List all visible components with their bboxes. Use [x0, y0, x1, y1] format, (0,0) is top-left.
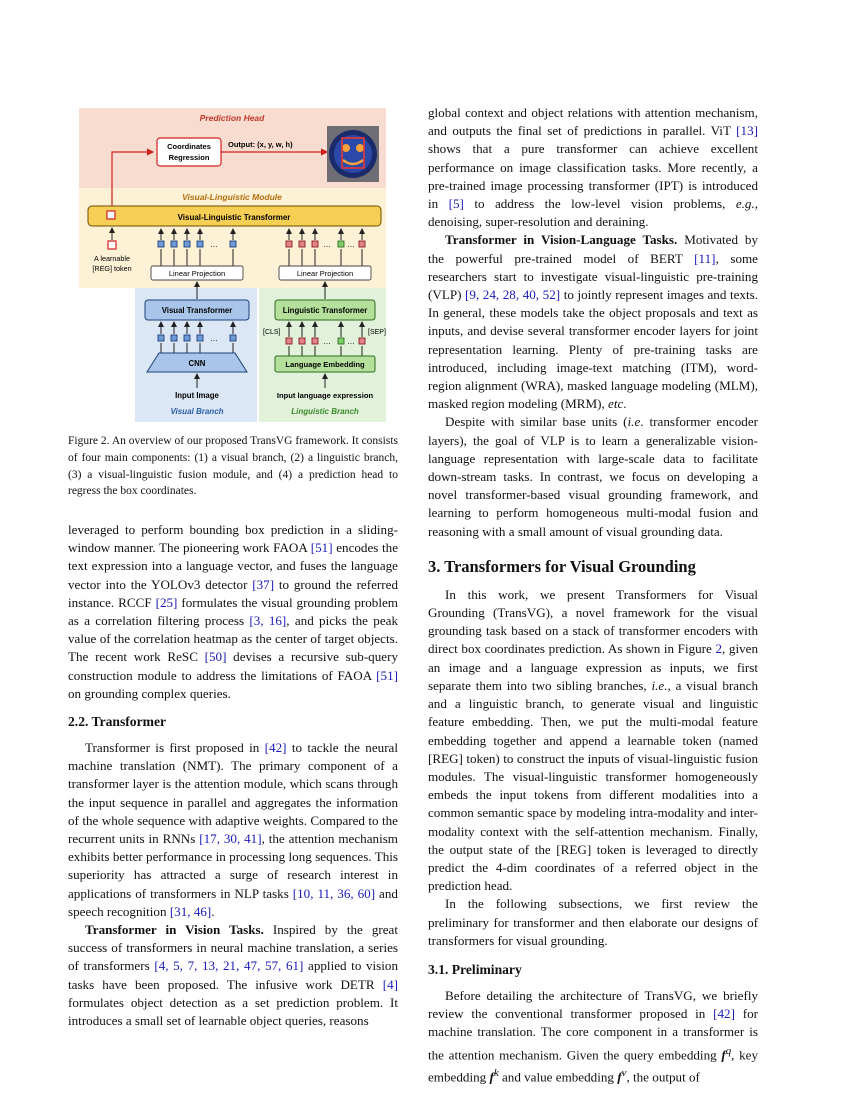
cite-11[interactable]: [11] [694, 250, 716, 266]
cite-51b[interactable]: [51] [376, 667, 398, 683]
svg-text:…: … [210, 334, 218, 343]
figure-caption: Figure 2. An overview of our proposed TransVG framework. It consists of four main components: (1) a visual branch, (2) a linguistic branch, (3) a visual-linguistic fusion module, and (4) a prediction head to regress the box coordinates. [68, 435, 398, 498]
left-paragraph-2: Transformer is first proposed in [42] to tackle the neural machine translation (NMT). The primary component of a transformer layer is the attention module, which scans through the input sequence in parallel and aggregates the information of the whole sequence with adaptive weights. Compared to the recurrent units in RNNs [17, 30, 41], the attention mechanism exhibits better performance in processing long sequences. This superiority has attracted a surge of research interest in applications of transformers in NLP tasks [10, 11, 36, 60] and speech recognition [31, 46]. [68, 740, 398, 919]
reg-token-top [107, 211, 115, 219]
cite-3-16[interactable]: [3, 16] [249, 613, 287, 629]
right-column [428, 104, 758, 1087]
cls-label: [CLS] [263, 329, 281, 336]
cite-17-30-41[interactable]: [17, 30, 41] [199, 831, 262, 847]
svg-text:Visual Transformer: Visual Transformer [161, 306, 233, 315]
input-language-label: Input language expression [276, 391, 374, 400]
heading-3: 3. Transformers for Visual Grounding [428, 556, 696, 576]
cite-31-46[interactable]: [31, 46] [169, 903, 212, 919]
cite-25[interactable]: [25] [155, 594, 178, 610]
reg-line2: [REG] token [92, 264, 132, 273]
visual-branch-label: Visual Branch [170, 407, 224, 416]
linguistic-branch-label: Linguistic Branch [291, 407, 359, 416]
coord-line2: Regression [168, 153, 210, 162]
cite-51[interactable]: [51] [310, 540, 333, 556]
vl-transformer-label: Visual-Linguistic Transformer [177, 213, 291, 222]
left-paragraph-3: Transformer in Vision Tasks. Inspired by the great success of transformers in neural machine translation, a series of transformers [4, 5, 7, 13, 21, 47, 57, 61] applied to vision tasks have been proposed. The infusive work DETR [4] formulates object detection as a set prediction problem. It introduces a small set of learnable object queries, reasons [68, 922, 398, 1029]
coord-line1: Coordinates [167, 142, 211, 151]
prediction-head-label: Prediction Head [199, 113, 265, 123]
vl-module-label: Visual-Linguistic Module [182, 192, 282, 202]
svg-text:Linear Projection: Linear Projection [168, 269, 226, 278]
svg-text:…: … [323, 240, 331, 249]
right-paragraph-5: In the following subsections, we first review the preliminary for transformer and then elaborate our designs of transformers for visual grounding. [428, 896, 758, 948]
right-paragraph-6: Before detailing the architecture of TransVG, we briefly review the conventional transformer proposed in [42] for machine translation. The core component in a transformer is the attention mechanism. Given the query embedding $f^q$, key embedding $f^k$ and value embedding $f^v$, the output of [428, 987, 759, 1085]
svg-text:Linear Projection: Linear Projection [296, 269, 354, 278]
input-image-label: Input Image [175, 391, 219, 400]
svg-text:Linguistic Transformer: Linguistic Transformer [282, 306, 368, 315]
right-paragraph-1: global context and object relations with attention mechanism, and outputs the final set of predictions in parallel. ViT [13] shows that a pure transformer can achieve excellent performance on image classification tasks. More recently, a pre-trained image processing transformer (IPT) is introduced in [5] to address the low-level vision problems, e.g., denoising, super-resolution and deraining. [428, 105, 759, 230]
cite-vlp[interactable]: [9, 24, 28, 40, 52] [465, 287, 561, 303]
reg-token [108, 241, 116, 249]
heading-2-2: 2.2. Transformer [68, 714, 167, 730]
cite-42[interactable]: [42] [264, 740, 287, 756]
sep-label: [SEP] [368, 329, 386, 336]
svg-text:CNN: CNN [188, 359, 206, 368]
svg-text:…: … [347, 240, 355, 249]
svg-text:…: … [210, 240, 218, 249]
cite-50[interactable]: [50] [204, 649, 227, 665]
cite-42b[interactable]: [42] [713, 1006, 735, 1022]
svg-text:…: … [323, 337, 331, 346]
figure-2-link[interactable]: 2 [715, 641, 723, 657]
cite-4[interactable]: [4] [382, 976, 398, 992]
output-image [327, 126, 379, 182]
svg-text:Language Embedding: Language Embedding [285, 360, 365, 369]
cite-vision-transformers[interactable]: [4, 5, 7, 13, 21, 47, 57, 61] [154, 958, 304, 974]
right-paragraph-4: In this work, we present Transformers for Visual Grounding (TransVG), a novel framework for the visual grounding task based on a stack of transformer encoders with direct box coordinates prediction. As shown in Figure 2, given an image and a language expression as inputs, we first separate them into two sibling branches, i.e., a visual branch and a linguistic branch, to generate visual and linguistic feature embedding. Then, we put the multi-modal feature embedding together and append a learnable token (named [REG] token) to construct the inputs of visual-linguistic fusion modules. The visual-linguistic transformer homogeneously embeds the input tokens from different modalities into a common semantic space by modeling intra-modality and inter-modality context with the self-attention mechanism. Finally, the output state of the [REG] token is leveraged to directly predict the 4-dim coordinates of a referred object in the prediction head. [428, 586, 758, 894]
left-column [68, 521, 398, 1030]
figure-2 [79, 108, 386, 422]
cite-10-11-36-60[interactable]: [10, 11, 36, 60] [292, 885, 376, 901]
reg-line1: A learnable [94, 254, 130, 263]
heading-3-1: 3.1. Preliminary [428, 961, 522, 977]
right-paragraph-3: Despite with similar base units (i.e. transformer encoder layers), the goal of VLP is to learn a generalizable vision-language representation with large-scale data to facilitate down-stream tasks. In contrast, we focus on developing a novel transformer-based visual grounding framework, and learning to perform homogeneous multi-modal fusion and reasoning with a small amount of visual grounding data. [428, 414, 758, 539]
cite-37[interactable]: [37] [252, 576, 275, 592]
svg-text:…: … [347, 337, 355, 346]
left-paragraph-1: leveraged to perform bounding box prediction in a sliding-window manner. The pioneering work FAOA [51] encodes the text expression into a language vector, and fuses the language vector into the YOLOv3 detector [37] to ground the referred instance. RCCF [25] formulates the visual grounding problem as a correlation filtering process [3, 16], and picks the peak value of the correlation heatmap as the center of target objects. The recent work ReSC [50] devises a recursive sub-query construction module to address the limitations of FAOA [51] on grounding complex queries. [68, 522, 398, 701]
output-label: Output: (x, y, w, h) [228, 140, 293, 149]
cite-13[interactable]: [13] [736, 123, 758, 139]
right-paragraph-2: Transformer in Vision-Language Tasks. Motivated by the powerful pre-trained model of BERT [11], some researchers start to investigate visual-linguistic pre-training (VLP) [9, 24, 28, 40, 52] to jointly represent images and texts. In general, these models take the object proposals and text as inputs, and devise several transformer encoder layers for joint representation learning. Plenty of pre-training tasks are introduced, including image-text matching (ITM), word-region alignment (WRA), masked language modeling (MLM), masked region modeling (MRM), etc. [428, 232, 758, 412]
cite-5[interactable]: [5] [448, 196, 464, 212]
